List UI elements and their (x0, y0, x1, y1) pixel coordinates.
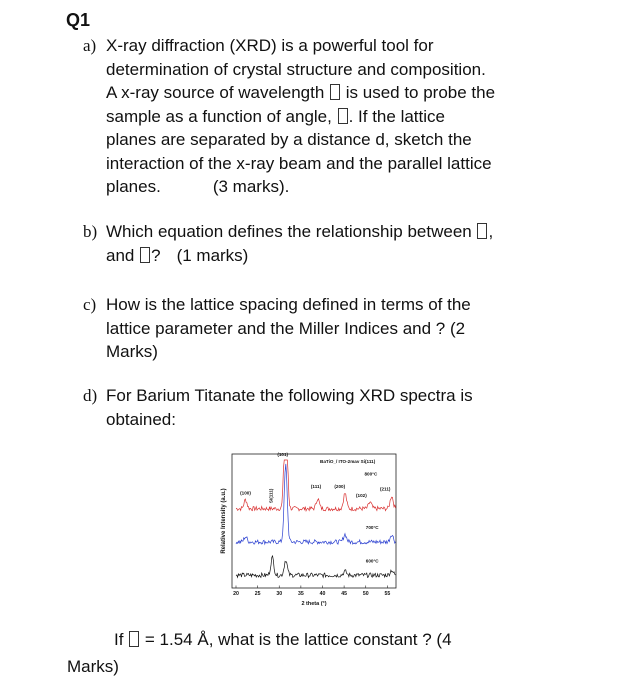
final-question: If = 1.54 Å, what is the lattice constant ? (4 (114, 630, 452, 649)
part-a-line: planes. (3 marks). (106, 177, 290, 196)
x-tick-label: 40 (319, 591, 326, 597)
x-tick-label: 55 (384, 591, 391, 597)
part-d-label: d) (83, 386, 98, 405)
legend-title: BaTiO_/ ITO-2mav Si(111) (320, 459, 376, 464)
peak-labels-layer (240, 452, 391, 563)
part-a-line: X-ray diffraction (XRD) is a powerful tool for (106, 36, 434, 55)
part-b-label: b) (83, 222, 98, 241)
x-axis-label: 2 theta (°) (301, 601, 327, 607)
peak-label: (111) (310, 484, 322, 490)
x-axis-ticks (233, 586, 390, 598)
lambda-placeholder-icon (477, 223, 487, 239)
xrd-chart (214, 451, 414, 611)
part-b-text (106, 220, 493, 267)
series-label: 600°C (365, 558, 379, 564)
lambda-placeholder-icon (330, 84, 340, 100)
part-a-line: A x-ray source of wavelength is used to probe the (106, 83, 496, 102)
part-a-line: planes are separated by a distance d, sketch the (106, 130, 472, 149)
part-c-label: c) (83, 295, 97, 314)
series-label: 700°C (365, 525, 379, 531)
part-a-label: a) (83, 36, 97, 55)
peak-label: (101) (277, 452, 289, 458)
series-label: 800°C (364, 471, 378, 477)
theta-placeholder-icon (140, 247, 150, 263)
final-marks: Marks) (67, 657, 119, 676)
part-c-line: Marks) (106, 342, 158, 361)
x-tick-label: 25 (254, 591, 261, 597)
part-c-line: lattice parameter and the Miller Indices and ? (2 (106, 318, 466, 338)
lambda-placeholder-icon (129, 631, 139, 647)
peak-label: (211) (379, 486, 391, 492)
y-axis-label: Relative Intensity (a.u.) (221, 488, 227, 554)
part-b-line: and ? (1 marks) (106, 245, 249, 265)
x-tick-label: 20 (233, 591, 239, 597)
x-tick-label: 45 (341, 591, 347, 597)
part-c-text (106, 293, 471, 364)
peak-label: Si(111) (268, 488, 274, 504)
theta-placeholder-icon (338, 108, 348, 124)
part-a-line: sample as a function of angle, . If the lattice (106, 106, 445, 126)
part-d-line: obtained: (106, 409, 176, 429)
part-a-text (106, 34, 495, 199)
part-a-line: interaction of the x-ray beam and the parallel lattice (106, 153, 492, 173)
peak-label: (102) (356, 493, 367, 499)
question-title: Q1 (66, 10, 91, 30)
part-c-line: How is the lattice spacing defined in terms of the (106, 295, 471, 314)
part-a-marks: (3 marks). (212, 177, 290, 196)
x-tick-label: 30 (276, 591, 283, 597)
part-a-line: determination of crystal structure and composition. (106, 59, 486, 79)
x-tick-label: 35 (297, 591, 304, 597)
part-d-text (106, 384, 473, 431)
part-b-line: Which equation defines the relationship between , (106, 222, 494, 241)
part-b-marks: (1 marks) (176, 245, 249, 265)
part-d-line: For Barium Titanate the following XRD spectra is (106, 386, 473, 405)
x-tick-label: 50 (362, 591, 369, 597)
peak-label: (200) (334, 484, 346, 490)
peak-label: (100) (240, 490, 251, 496)
